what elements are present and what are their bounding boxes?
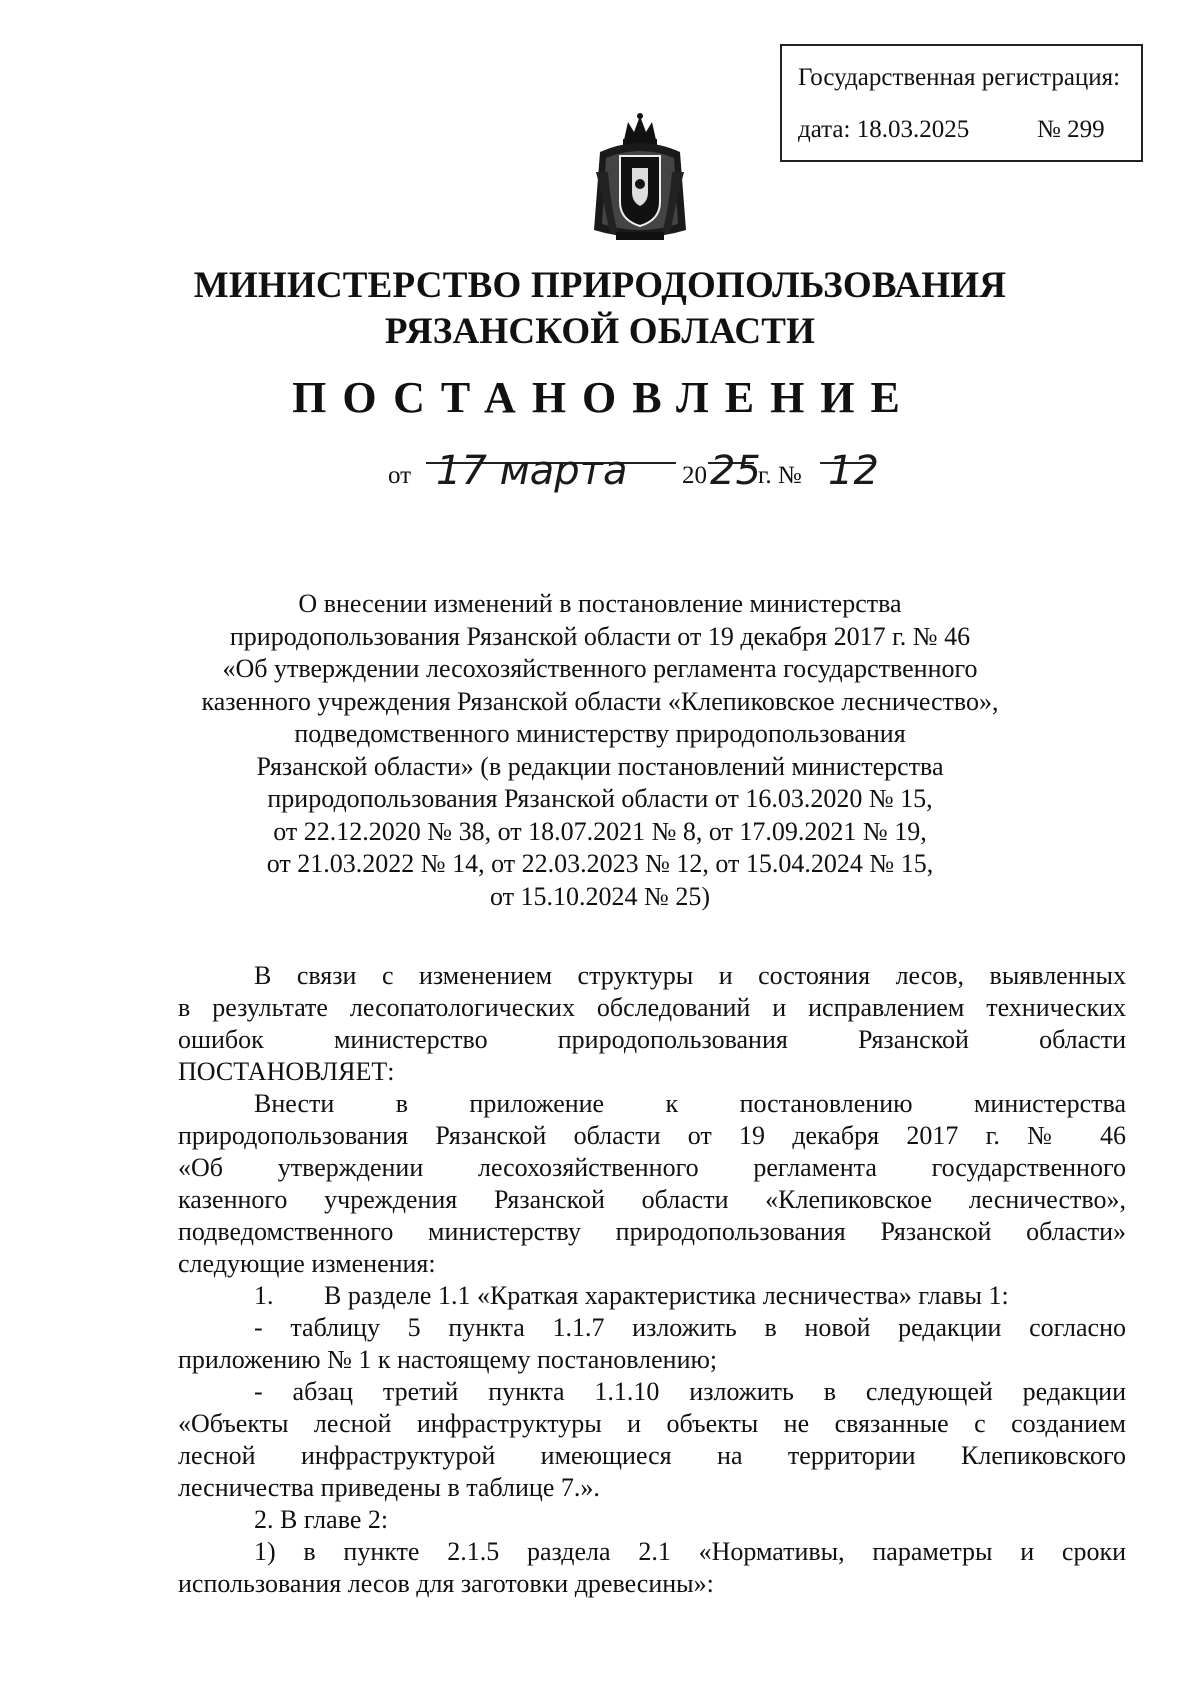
preamble-line: В связи с изменением структуры и состояния лесов, выявленных — [254, 961, 1126, 990]
handwritten-year: 25 — [710, 448, 761, 494]
item-2-sub-1-line: 1) в пункте 2.1.5 раздела 2.1 «Нормативы, параметры и сроки — [254, 1537, 1126, 1566]
title-line: казенного учреждения Рязанской области «Клепиковское лесничество», — [201, 686, 999, 716]
year-prefix: 20 — [682, 462, 707, 489]
intro-line: природопользования Рязанской области от 19 декабря 2017 г. № 46 — [178, 1121, 1126, 1150]
title-line: от 22.12.2020 № 38, от 18.07.2021 № 8, от 17.09.2021 № 19, — [273, 816, 927, 846]
organization-name-line2: РЯЗАНСКОЙ ОБЛАСТИ — [384, 311, 816, 352]
item-1-sub-1-line: приложению № 1 к настоящему постановлению; — [178, 1345, 718, 1374]
item-1 — [178, 1280, 1126, 1312]
item-1-sub-2-line: - абзац третий пункта 1.1.10 изложить в следующей редакции — [254, 1377, 1126, 1406]
title-line: подведомственного министерству природопользования — [294, 719, 906, 748]
title-line: Рязанской области» (в редакции постановлений министерства — [256, 751, 944, 781]
intro-line: подведомственного министерству природопользования Рязанской области» — [178, 1217, 1126, 1246]
title-line: О внесении изменений в постановление министерства — [298, 589, 902, 618]
intro-line: следующие изменения: — [178, 1249, 436, 1278]
registration-title: Государственная регистрация: — [798, 64, 1121, 91]
preamble-line: в результате лесопатологических обследований и исправлением технических — [178, 993, 1126, 1022]
coat-of-arms-icon — [590, 112, 690, 247]
preamble-line: ПОСТАНОВЛЯЕТ: — [178, 1057, 395, 1086]
item-2-sub-1-line: использования лесов для заготовки древесины»: — [178, 1569, 714, 1598]
document-title — [0, 588, 1200, 913]
item-1-number: 1. — [254, 1281, 274, 1310]
registration-date: дата: 18.03.2025 — [798, 116, 970, 143]
title-line: от 15.10.2024 № 25) — [490, 881, 710, 911]
registration-box — [780, 44, 1143, 162]
document-type: ПОСТАНОВЛЕНИЕ — [292, 373, 916, 422]
intro-line: казенного учреждения Рязанской области «Клепиковское лесничество», — [178, 1185, 1126, 1214]
registration-number: № 299 — [1037, 116, 1105, 143]
title-line: «Об утверждении лесохозяйственного регламента государственного — [222, 654, 978, 683]
item-2: 2. В главе 2: — [254, 1505, 389, 1534]
item-1-sub-2-line: лесничества приведены в таблице 7.». — [178, 1473, 600, 1502]
title-line: от 21.03.2022 № 14, от 22.03.2023 № 12, от 15.04.2024 № 15, — [266, 849, 934, 878]
handwritten-number: 12 — [828, 448, 879, 494]
intro-line: Внести в приложение к постановлению министерства — [254, 1089, 1126, 1118]
item-1-sub-2-line: лесной инфраструктурой имеющиеся на территории Клепиковского — [178, 1441, 1126, 1470]
intro-line: «Об утверждении лесохозяйственного регламента государственного — [178, 1153, 1126, 1182]
preamble-line: ошибок министерство природопользования Рязанской области — [178, 1025, 1126, 1054]
handwritten-date: 17 марта — [436, 448, 628, 494]
item-1-sub-2-line: «Объекты лесной инфраструктуры и объекты не связанные с созданием — [178, 1409, 1126, 1438]
title-line: природопользования Рязанской области от 16.03.2020 № 15, — [267, 784, 933, 813]
item-1-sub-1-line: - таблицу 5 пункта 1.1.7 изложить в новой редакции согласно — [254, 1313, 1126, 1342]
organization-name-line1: МИНИСТЕРСТВО ПРИРОДОПОЛЬЗОВАНИЯ — [193, 265, 1007, 306]
item-1-text: В разделе 1.1 «Краткая характеристика лесничества» главы 1: — [324, 1281, 1009, 1310]
number-label: г. № — [758, 462, 802, 489]
date-prefix: от — [388, 462, 412, 489]
title-line: природопользования Рязанской области от 19 декабря 2017 г. № 46 — [229, 621, 971, 651]
